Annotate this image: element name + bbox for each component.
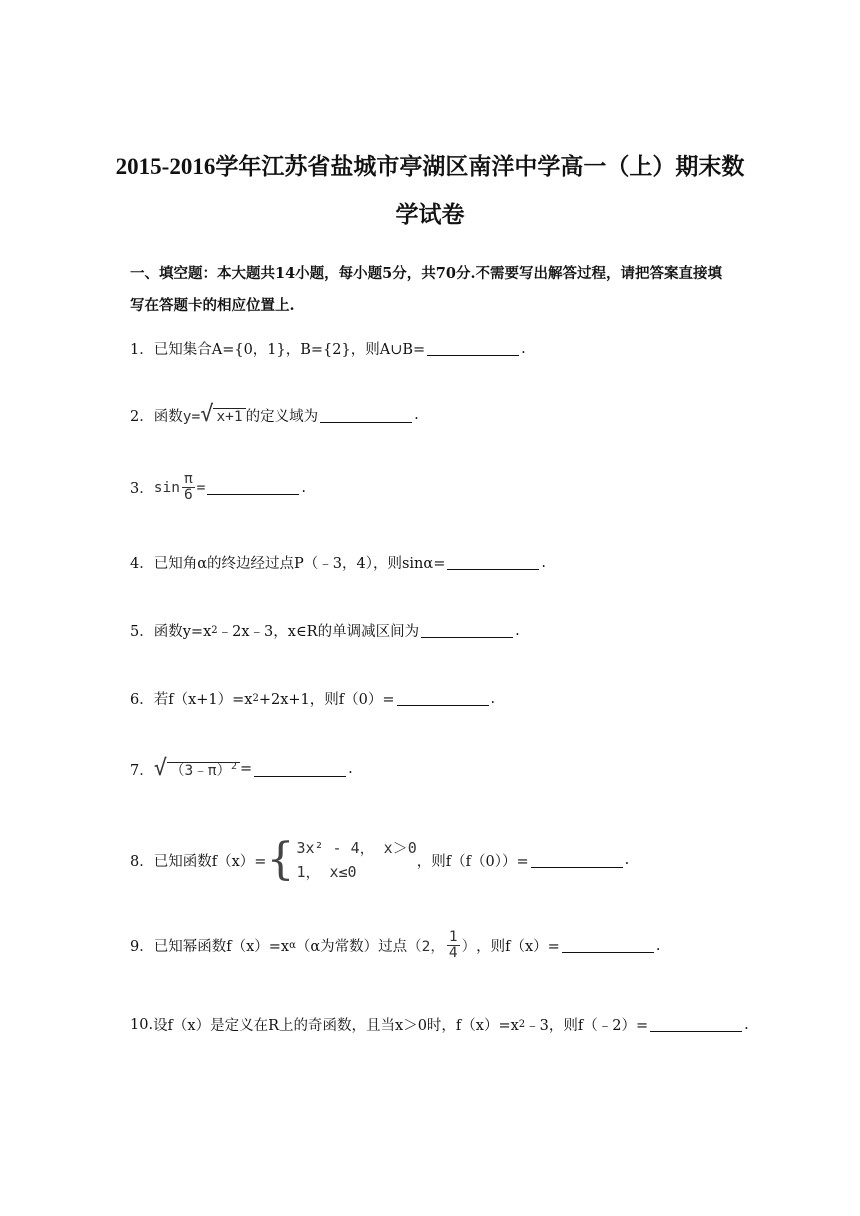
answer-blank[interactable] <box>397 691 489 706</box>
point-formula-image: （2， $\frac{1}{4}$ ） <box>407 929 477 962</box>
question-number: 9． <box>130 939 154 956</box>
left-brace-icon: { <box>266 834 295 885</box>
question-number: 4． <box>130 556 154 572</box>
question-5: 5． 函数y=x 2 ﹣2x﹣3，x∈R的单调减区间为 . <box>130 620 520 641</box>
question-number: 3． <box>130 481 154 498</box>
answer-blank[interactable] <box>447 555 539 570</box>
sqrt-icon: √ <box>153 756 167 781</box>
question-number: 10. <box>130 1016 154 1033</box>
answer-blank[interactable] <box>650 1017 742 1032</box>
question-number: 1． <box>130 342 154 358</box>
question-number: 2． <box>130 408 154 425</box>
question-1: 1． 已知集合A={0，1}，B={2}，则A∪B= . <box>130 338 526 359</box>
question-10: 10. 设f（x）是定义在R上的奇函数，且当x＞0时，f（x）=x 2 ﹣3，则f（﹣2）= . <box>130 1016 749 1034</box>
question-text: 已知集合A={0，1}，B={2}，则A∪B= <box>153 342 426 358</box>
question-7: 7． √ （3﹣π）$^2$ = . <box>130 756 353 781</box>
answer-blank[interactable] <box>254 762 346 777</box>
sqrt-icon: √ <box>200 402 214 427</box>
question-number: 8． <box>130 853 154 870</box>
piecewise-formula-image: { 3x² - 4， x＞0 1， x≤0 <box>266 834 417 885</box>
question-6: 6． 若f（x+1）=x 2 +2x+1，则f（0）= . <box>130 688 495 709</box>
answer-blank[interactable] <box>427 341 519 356</box>
answer-blank[interactable] <box>207 480 299 495</box>
document-title-line1: 2015-2016学年江苏省盐城市亭湖区南洋中学高一（上）期末数 <box>115 154 745 179</box>
question-number: 6． <box>130 692 154 708</box>
question-2: 2． 函数 y=√ x+1 的定义域为 . <box>130 402 419 427</box>
question-number: 5． <box>130 624 154 640</box>
formula-image: y=√ x+1 <box>183 404 246 426</box>
answer-blank[interactable] <box>562 938 654 953</box>
question-4: 4． 已知角α的终边经过点P（﹣3，4），则sinα= . <box>130 552 546 573</box>
document-title-line2: 学试卷 <box>395 202 465 227</box>
answer-blank[interactable] <box>320 408 412 423</box>
formula-image: √ （3﹣π）$^2$ <box>154 758 240 780</box>
question-number: 7． <box>130 762 154 779</box>
question-text: 已知角α的终边经过点P（﹣3，4），则sinα= <box>153 556 446 572</box>
formula-image: sin $\frac{\pi}{6}$ = <box>153 471 206 504</box>
question-3: 3． sin $\frac{\pi}{6}$ = . <box>130 471 307 504</box>
question-9: 9． 已知幂函数f（x）=x α （α为常数）过点 （2， $\frac{1}{4}$ ） ，则f（x）= . <box>130 929 661 962</box>
answer-blank[interactable] <box>421 623 513 638</box>
answer-blank[interactable] <box>531 853 623 868</box>
section-fill-in-heading: 一、填空题：本大题共14小题，每小题5分，共70分.不需要写出解答过程，请把答案直接填写在答题卡的相应位置上. <box>130 265 722 314</box>
question-8: 8． 已知函数f（x）= { 3x² - 4， x＞0 1， x≤0 ，则f（f（0））= . <box>130 834 630 885</box>
